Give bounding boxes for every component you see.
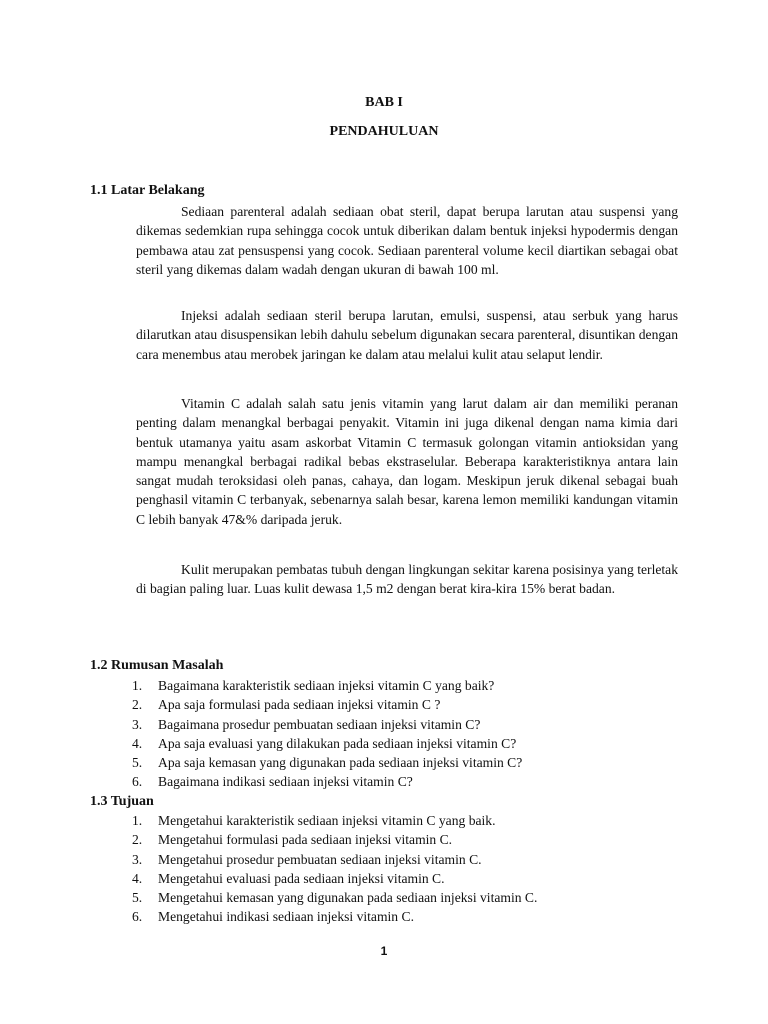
list-item xyxy=(132,888,537,907)
list-item xyxy=(132,811,537,830)
list-item xyxy=(132,830,537,849)
list-item-text: Mengetahui prosedur pembuatan sediaan injeksi vitamin C. xyxy=(158,851,482,867)
list-item-text: Mengetahui indikasi sediaan injeksi vitamin C. xyxy=(158,909,414,925)
list-item-text: Bagaimana indikasi sediaan injeksi vitamin C? xyxy=(158,774,413,790)
paragraph-2: Injeksi adalah sediaan steril berupa larutan, emulsi, suspensi, atau serbuk yang harus dilarutkan atau disuspensikan lebih dahulu sebelum digunakan secara parenteral, disuntikan dengan cara menembus atau merobek jaringan ke dalam atau melalui kulit atau selaput lendir. xyxy=(136,308,678,362)
list-item xyxy=(132,695,522,714)
paragraph-1: Sediaan parenteral adalah sediaan obat steril, dapat berupa larutan atau suspensi yang dikemas sedemkian rupa sehingga cocok untuk diberikan dalam bentuk injeksi hypodermis dengan pembawa atau zat pensuspensi yang cocok. Sediaan parenteral volume kecil diartikan sebagai obat steril yang dikemas dalam wadah dengan ukuran di bawah 100 ml. xyxy=(136,204,678,277)
list-item xyxy=(132,676,522,695)
rumusan-masalah-list xyxy=(132,676,522,792)
list-item-number: 6. xyxy=(132,774,143,790)
list-item-number: 4. xyxy=(132,870,143,886)
list-item xyxy=(132,850,537,869)
section-heading-tujuan: 1.3 Tujuan xyxy=(90,794,154,809)
list-item-text: Bagaimana karakteristik sediaan injeksi vitamin C yang baik? xyxy=(158,678,495,693)
list-item xyxy=(132,907,537,926)
list-item-number: 4. xyxy=(132,735,143,751)
list-item-text: Apa saja evaluasi yang dilakukan pada sediaan injeksi vitamin C? xyxy=(158,735,517,751)
list-item-number: 6. xyxy=(132,909,143,925)
list-item-text: Mengetahui kemasan yang digunakan pada sediaan injeksi vitamin C. xyxy=(158,890,538,906)
list-item xyxy=(132,753,522,772)
list-item xyxy=(132,734,522,753)
list-item-number: 1. xyxy=(132,678,143,693)
list-item xyxy=(132,772,522,791)
list-item-text: Mengetahui evaluasi pada sediaan injeksi vitamin C. xyxy=(158,870,445,886)
list-item-number: 3. xyxy=(132,716,143,732)
list-item-text: Mengetahui formulasi pada sediaan injeksi vitamin C. xyxy=(158,832,453,848)
list-item-number: 5. xyxy=(132,890,143,906)
list-item-text: Bagaimana prosedur pembuatan sediaan injeksi vitamin C? xyxy=(158,716,481,732)
list-item xyxy=(132,869,537,888)
list-item-number: 5. xyxy=(132,755,143,771)
paragraph-4: Kulit merupakan pembatas tubuh dengan lingkungan sekitar karena posisinya yang terletak di bagian paling luar. Luas kulit dewasa 1,5 m2 dengan berat kira-kira 15% berat badan. xyxy=(136,562,678,597)
list-item-text: Mengetahui karakteristik sediaan injeksi vitamin C yang baik. xyxy=(158,813,496,828)
page-number: 1 xyxy=(380,944,388,958)
list-item-number: 3. xyxy=(132,851,143,867)
list-item-text: Apa saja kemasan yang digunakan pada sediaan injeksi vitamin C? xyxy=(158,755,523,771)
list-item-number: 1. xyxy=(132,813,143,828)
chapter-title: PENDAHULUAN xyxy=(329,124,439,139)
tujuan-list xyxy=(132,811,537,927)
section-heading-latar-belakang: 1.1 Latar Belakang xyxy=(90,183,205,198)
paragraph-3: Vitamin C adalah salah satu jenis vitamin yang larut dalam air dan memiliki peranan penting dalam menangkal berbagai penyakit. Vitamin ini juga dikenal dengan nama kimia dari bentuk utamanya yaitu asam askorbat Vitamin C termasuk golongan vitamin antioksidan yang mampu menangkal berbagai radikal bebas ekstraselular. Beberapa karakteristiknya antara lain sangat mudah teroksidasi oleh panas, cahaya, dan logam. Meskipun jeruk dikenal sebagai buah penghasil vitamin C terbanyak, sebenarnya salah besar, karena lemon memiliki kandungan vitamin C lebih banyak 47&% daripada jeruk. xyxy=(136,396,678,527)
list-item-text: Apa saja formulasi pada sediaan injeksi vitamin C ? xyxy=(158,697,441,713)
list-item-number: 2. xyxy=(132,697,143,713)
section-heading-rumusan-masalah: 1.2 Rumusan Masalah xyxy=(90,658,224,673)
chapter-label: BAB I xyxy=(365,95,403,110)
list-item xyxy=(132,715,522,734)
list-item-number: 2. xyxy=(132,832,143,848)
